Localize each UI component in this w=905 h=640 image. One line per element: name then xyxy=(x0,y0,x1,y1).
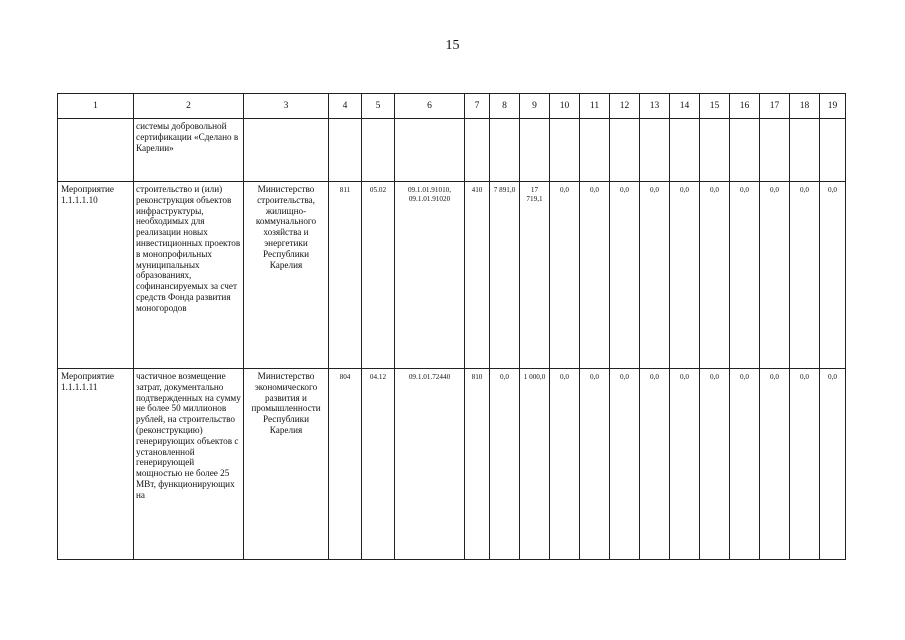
year-cell xyxy=(610,119,640,182)
value-cell: 810 xyxy=(465,369,490,560)
value-cell xyxy=(395,119,465,182)
year-cell: 0,0 xyxy=(670,369,700,560)
value-cell xyxy=(490,119,520,182)
name-cell: частичное возмещение затрат, документально подтвержденных на сумму не более 50 миллионов рублей, на строительство (реконструкцию) генерирующих объектов с установленной генерирующей мощностью не более 25 МВт, функционирующих на xyxy=(134,369,244,560)
header-cell: 19 xyxy=(820,94,846,119)
header-cell: 10 xyxy=(550,94,580,119)
year-cell: 0,0 xyxy=(760,369,790,560)
header-cell: 9 xyxy=(520,94,550,119)
header-cell: 17 xyxy=(760,94,790,119)
header-cell: 3 xyxy=(244,94,329,119)
header-cell: 11 xyxy=(580,94,610,119)
year-cell: 0,0 xyxy=(640,369,670,560)
year-cell: 0,0 xyxy=(730,369,760,560)
year-cell: 0,0 xyxy=(610,369,640,560)
year-cell: 0,0 xyxy=(700,369,730,560)
header-cell: 4 xyxy=(329,94,362,119)
year-cell: 0,0 xyxy=(580,182,610,369)
header-row xyxy=(58,94,846,119)
year-cell xyxy=(640,119,670,182)
year-cell xyxy=(820,119,846,182)
value-cell xyxy=(520,119,550,182)
responsible-cell: Министерство экономического развития и промышленности Республики Карелия xyxy=(244,369,329,560)
year-cell: 0,0 xyxy=(790,369,820,560)
year-cell: 0,0 xyxy=(640,182,670,369)
measure-cell: Мероприятие 1.1.1.1.10 xyxy=(58,182,134,369)
year-cell: 0,0 xyxy=(820,369,846,560)
year-cell xyxy=(790,119,820,182)
value-cell: 09.1.01.72440 xyxy=(395,369,465,560)
header-cell: 16 xyxy=(730,94,760,119)
value-cell: 1 000,0 xyxy=(520,369,550,560)
measure-cell: Мероприятие 1.1.1.1.11 xyxy=(58,369,134,560)
header-cell: 15 xyxy=(700,94,730,119)
year-cell xyxy=(700,119,730,182)
year-cell: 0,0 xyxy=(550,182,580,369)
year-cell: 0,0 xyxy=(790,182,820,369)
value-cell: 09.1.01.91010, 09.1.01.91020 xyxy=(395,182,465,369)
header-cell: 5 xyxy=(362,94,395,119)
header-cell: 13 xyxy=(640,94,670,119)
year-cell xyxy=(730,119,760,182)
header-cell: 6 xyxy=(395,94,465,119)
value-cell: 0,0 xyxy=(490,369,520,560)
value-cell: 811 xyxy=(329,182,362,369)
year-cell: 0,0 xyxy=(700,182,730,369)
value-cell xyxy=(465,119,490,182)
responsible-cell: Министерство строительства, жилищно-коммунального хозяйства и энергетики Республики Карелия xyxy=(244,182,329,369)
year-cell xyxy=(670,119,700,182)
budget-table xyxy=(57,93,846,560)
name-cell: строительство и (или) реконструкция объектов инфраструктуры, необходимых для реализации новых инвестиционных проектов в монопрофильных муниципальных образованиях, софинансируемых за счет средств Фонда развития моногородов xyxy=(134,182,244,369)
header-cell: 14 xyxy=(670,94,700,119)
value-cell: 410 xyxy=(465,182,490,369)
year-cell: 0,0 xyxy=(550,369,580,560)
table-row xyxy=(58,369,846,560)
year-cell xyxy=(580,119,610,182)
value-cell xyxy=(362,119,395,182)
value-cell xyxy=(329,119,362,182)
year-cell: 0,0 xyxy=(820,182,846,369)
year-cell xyxy=(550,119,580,182)
year-cell: 0,0 xyxy=(610,182,640,369)
value-cell: 04.12 xyxy=(362,369,395,560)
value-cell: 804 xyxy=(329,369,362,560)
value-cell: 05.02 xyxy=(362,182,395,369)
header-cell: 8 xyxy=(490,94,520,119)
year-cell xyxy=(760,119,790,182)
page-number: 15 xyxy=(445,38,460,53)
responsible-cell xyxy=(244,119,329,182)
header-cell: 7 xyxy=(465,94,490,119)
value-cell: 17 719,1 xyxy=(520,182,550,369)
year-cell: 0,0 xyxy=(670,182,700,369)
year-cell: 0,0 xyxy=(760,182,790,369)
header-cell: 18 xyxy=(790,94,820,119)
name-cell: системы добровольной сертификации «Сделано в Карелии» xyxy=(134,119,244,182)
table-row xyxy=(58,119,846,182)
table-row xyxy=(58,182,846,369)
measure-cell xyxy=(58,119,134,182)
year-cell: 0,0 xyxy=(580,369,610,560)
header-cell: 2 xyxy=(134,94,244,119)
year-cell: 0,0 xyxy=(730,182,760,369)
value-cell: 7 891,0 xyxy=(490,182,520,369)
header-cell: 1 xyxy=(58,94,134,119)
header-cell: 12 xyxy=(610,94,640,119)
